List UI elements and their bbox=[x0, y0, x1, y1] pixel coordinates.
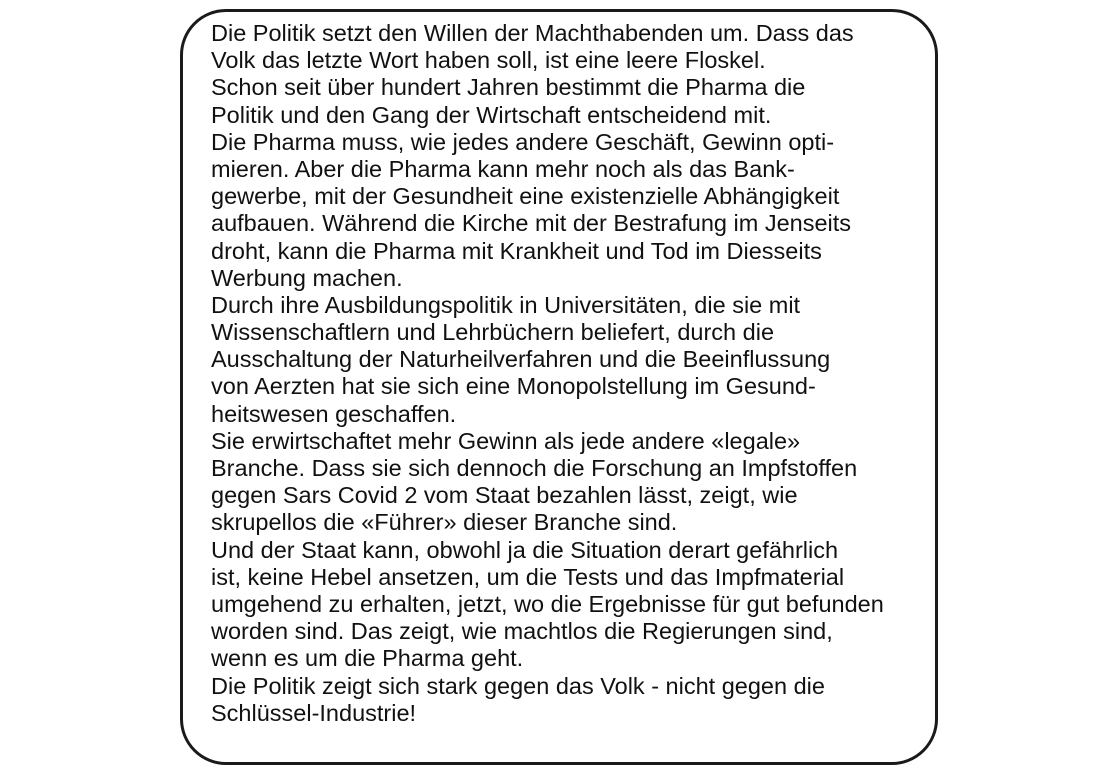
text-line: Schon seit über hundert Jahren bestimmt die Pharma die bbox=[211, 74, 806, 101]
text-line: von Aerzten hat sie sich eine Monopolstellung im Gesund- bbox=[211, 373, 816, 400]
text-line: Die Politik zeigt sich stark gegen das Volk - nicht gegen die bbox=[211, 672, 825, 699]
text-line: Wissenschaftlern und Lehrbüchern beliefert, durch die bbox=[211, 319, 775, 346]
text-line: Politik und den Gang der Wirtschaft entscheidend mit. bbox=[211, 101, 772, 128]
text-line: Und der Staat kann, obwohl ja die Situation derart gefährlich bbox=[211, 536, 839, 563]
text-line: umgehend zu erhalten, jetzt, wo die Ergebnisse für gut befunden bbox=[211, 590, 884, 617]
text-line: gegen Sars Covid 2 vom Staat bezahlen lässt, zeigt, wie bbox=[211, 482, 798, 509]
text-line: aufbauen. Während die Kirche mit der Bestrafung im Jenseits bbox=[211, 210, 852, 237]
text-line: Branche. Dass sie sich dennoch die Forschung an Impfstoffen bbox=[211, 455, 858, 481]
text-line: heitswesen geschaffen. bbox=[211, 400, 457, 427]
text-line: Durch ihre Ausbildungspolitik in Universitäten, die sie mit bbox=[211, 291, 801, 318]
text-line: wenn es um die Pharma geht. bbox=[211, 645, 524, 672]
text-line: Ausschaltung der Naturheilverfahren und die Beeinflussung bbox=[211, 346, 831, 373]
text-line: droht, kann die Pharma mit Krankheit und Tod im Diesseits bbox=[211, 237, 822, 264]
text-line: Die Pharma muss, wie jedes andere Geschäft, Gewinn opti- bbox=[211, 128, 835, 155]
text-line: skrupellos die «Führer» dieser Branche sind. bbox=[211, 509, 678, 536]
text-line: Sie erwirtschaftet mehr Gewinn als jede andere «legale» bbox=[211, 427, 801, 454]
text-line: gewerbe, mit der Gesundheit eine existenzielle Abhängigkeit bbox=[211, 183, 840, 210]
text-line: ist, keine Hebel ansetzen, um die Tests und das Impfmaterial bbox=[211, 563, 845, 590]
text-line: Schlüssel-Industrie! bbox=[211, 699, 417, 726]
text-line: mieren. Aber die Pharma kann mehr noch als das Bank- bbox=[211, 155, 795, 182]
text-line: Volk das letzte Wort haben soll, ist eine leere Floskel. bbox=[211, 47, 766, 74]
text-line: worden sind. Das zeigt, wie machtlos die Regierungen sind, bbox=[211, 618, 833, 645]
text-line: Die Politik setzt den Willen der Machthabenden um. Dass das bbox=[211, 20, 854, 46]
text-line: Werbung machen. bbox=[211, 264, 403, 291]
document-text bbox=[211, 20, 941, 727]
